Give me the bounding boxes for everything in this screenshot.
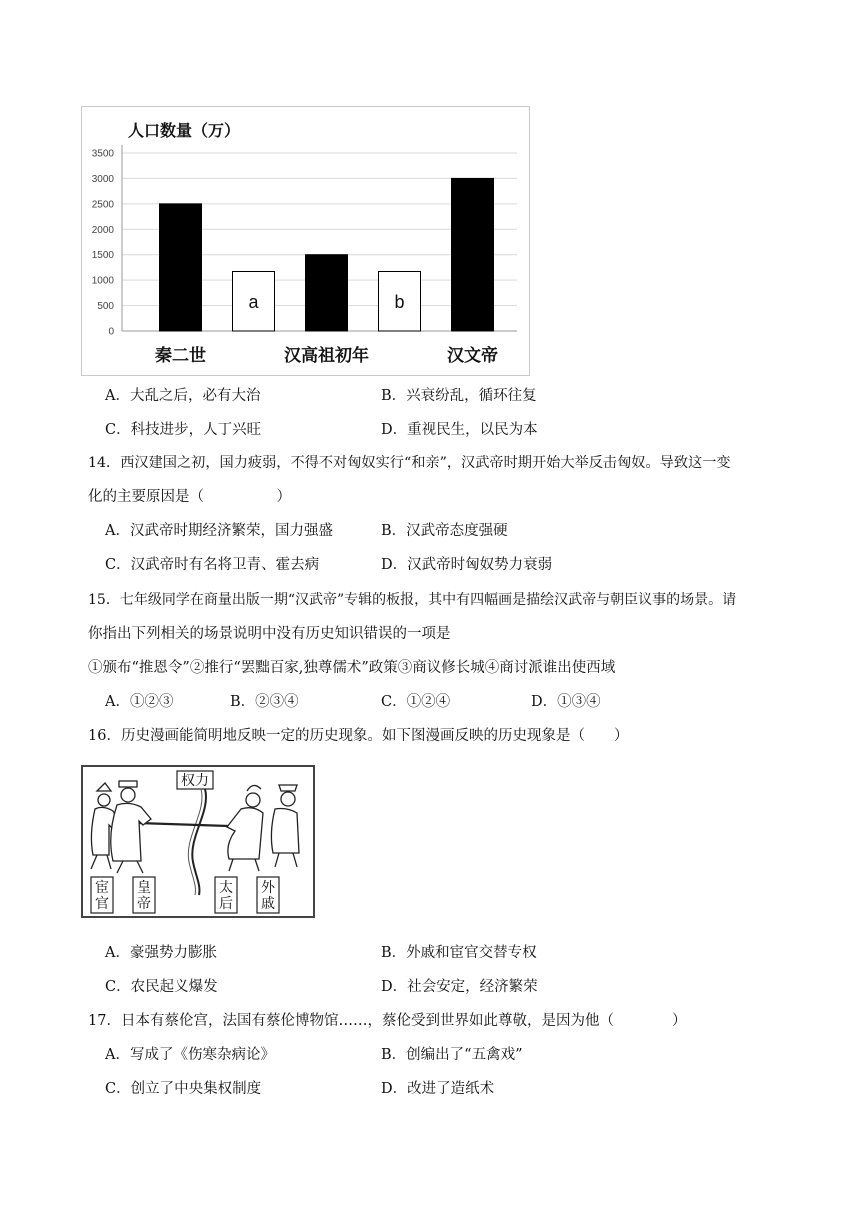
q15-option-a[interactable]: A．①②③: [105, 694, 174, 710]
q16-option-a[interactable]: A．豪强势力膨胀: [105, 945, 217, 961]
x-axis-label-1: 秦二世: [155, 346, 206, 366]
q16-option-b[interactable]: B．外戚和宦官交替专权: [381, 945, 537, 961]
cartoon-label-char: 太: [219, 880, 233, 896]
y-tick-label-0: 0: [108, 326, 114, 338]
y-tick-label-2500: 2500: [91, 199, 114, 211]
q13-option-b[interactable]: B．兴衰纷乱，循环往复: [381, 388, 537, 404]
q16-option-d[interactable]: D．社会安定，经济繁荣: [381, 979, 538, 995]
population-chart-svg: [82, 107, 531, 377]
bar-label-b: b: [394, 292, 405, 313]
q14-option-d[interactable]: D．汉武帝时匈奴势力衰弱: [381, 557, 553, 573]
cartoon-label-char: 皇: [137, 880, 151, 896]
cartoon-drawing: [83, 767, 313, 916]
chart-title: 人口数量（万）: [128, 121, 241, 140]
q15-option-b[interactable]: B．②③④: [230, 694, 299, 710]
q13-option-a[interactable]: A．大乱之后，必有大治: [105, 388, 261, 404]
q15-option-d[interactable]: D．①③④: [531, 694, 601, 710]
q16-stem: 16．历史漫画能简明地反映一定的历史现象。如下图漫画反映的历史现象是（ ）: [88, 728, 629, 744]
q15-stem-line1: 15．七年级同学在商量出版一期“汉武帝”专辑的板报，其中有四幅画是描绘汉武帝与朝臣议事的场景。请: [88, 592, 737, 608]
cartoon-label-char: 官: [95, 896, 109, 912]
q17-option-b[interactable]: B．创编出了“五禽戏”: [381, 1047, 523, 1063]
bar-5: [452, 178, 494, 331]
x-axis-label-2: 汉高祖初年: [284, 346, 369, 366]
y-tick-label-3000: 3000: [91, 173, 114, 185]
q17-option-d[interactable]: D．改进了造纸术: [381, 1081, 495, 1097]
cartoon-label-char: 后: [219, 896, 233, 912]
y-tick-label-500: 500: [97, 301, 114, 313]
bar-1: [160, 204, 202, 331]
q17-option-a[interactable]: A．写成了《伤寒杂病论》: [105, 1047, 275, 1063]
bar-3: [306, 255, 348, 331]
power-struggle-cartoon: [81, 765, 315, 918]
population-chart: [81, 106, 530, 376]
q14-option-a[interactable]: A．汉武帝时期经济繁荣，国力强盛: [105, 523, 333, 539]
cartoon-power-label: 权力: [181, 773, 209, 789]
q13-option-c[interactable]: C．科技进步，人丁兴旺: [105, 422, 262, 438]
bar-label-a: a: [248, 292, 259, 313]
cartoon-label-char: 戚: [261, 896, 275, 912]
y-tick-label-2000: 2000: [91, 224, 114, 236]
q14-stem-line2: 化的主要原因是（ ）: [88, 489, 291, 505]
q15-option-c[interactable]: C．①②④: [381, 694, 451, 710]
q14-option-c[interactable]: C．汉武帝时有名将卫青、霍去病: [105, 557, 320, 573]
cartoon-label-char: 外: [261, 880, 275, 896]
q15-stem-line2: 你指出下列相关的场景说明中没有历史知识错误的一项是: [88, 626, 451, 642]
cartoon-label-char: 帝: [137, 896, 151, 912]
x-axis-label-3: 汉文帝: [447, 346, 498, 366]
q16-option-c[interactable]: C．农民起义爆发: [105, 979, 218, 995]
q17-option-c[interactable]: C．创立了中央集权制度: [105, 1081, 262, 1097]
q13-option-d[interactable]: D．重视民生，以民为本: [381, 422, 538, 438]
y-tick-label-3500: 3500: [91, 148, 114, 160]
q14-option-b[interactable]: B．汉武帝态度强硬: [381, 523, 508, 539]
y-tick-label-1000: 1000: [91, 275, 114, 287]
q17-stem: 17．日本有蔡伦宫，法国有蔡伦博物馆……，蔡伦受到世界如此尊敬，是因为他（ ）: [88, 1013, 687, 1029]
cartoon-label-char: 宦: [95, 880, 109, 896]
q15-stem-line3: ①颁布“推恩令”②推行“罢黜百家,独尊儒术”政策③商议修长城④商讨派谁出使西域: [88, 660, 616, 676]
y-tick-label-1500: 1500: [91, 250, 114, 262]
q14-stem-line1: 14．西汉建国之初，国力疲弱，不得不对匈奴实行“和亲”，汉武帝时期开始大举反击匈奴。导致这一变: [88, 455, 731, 471]
